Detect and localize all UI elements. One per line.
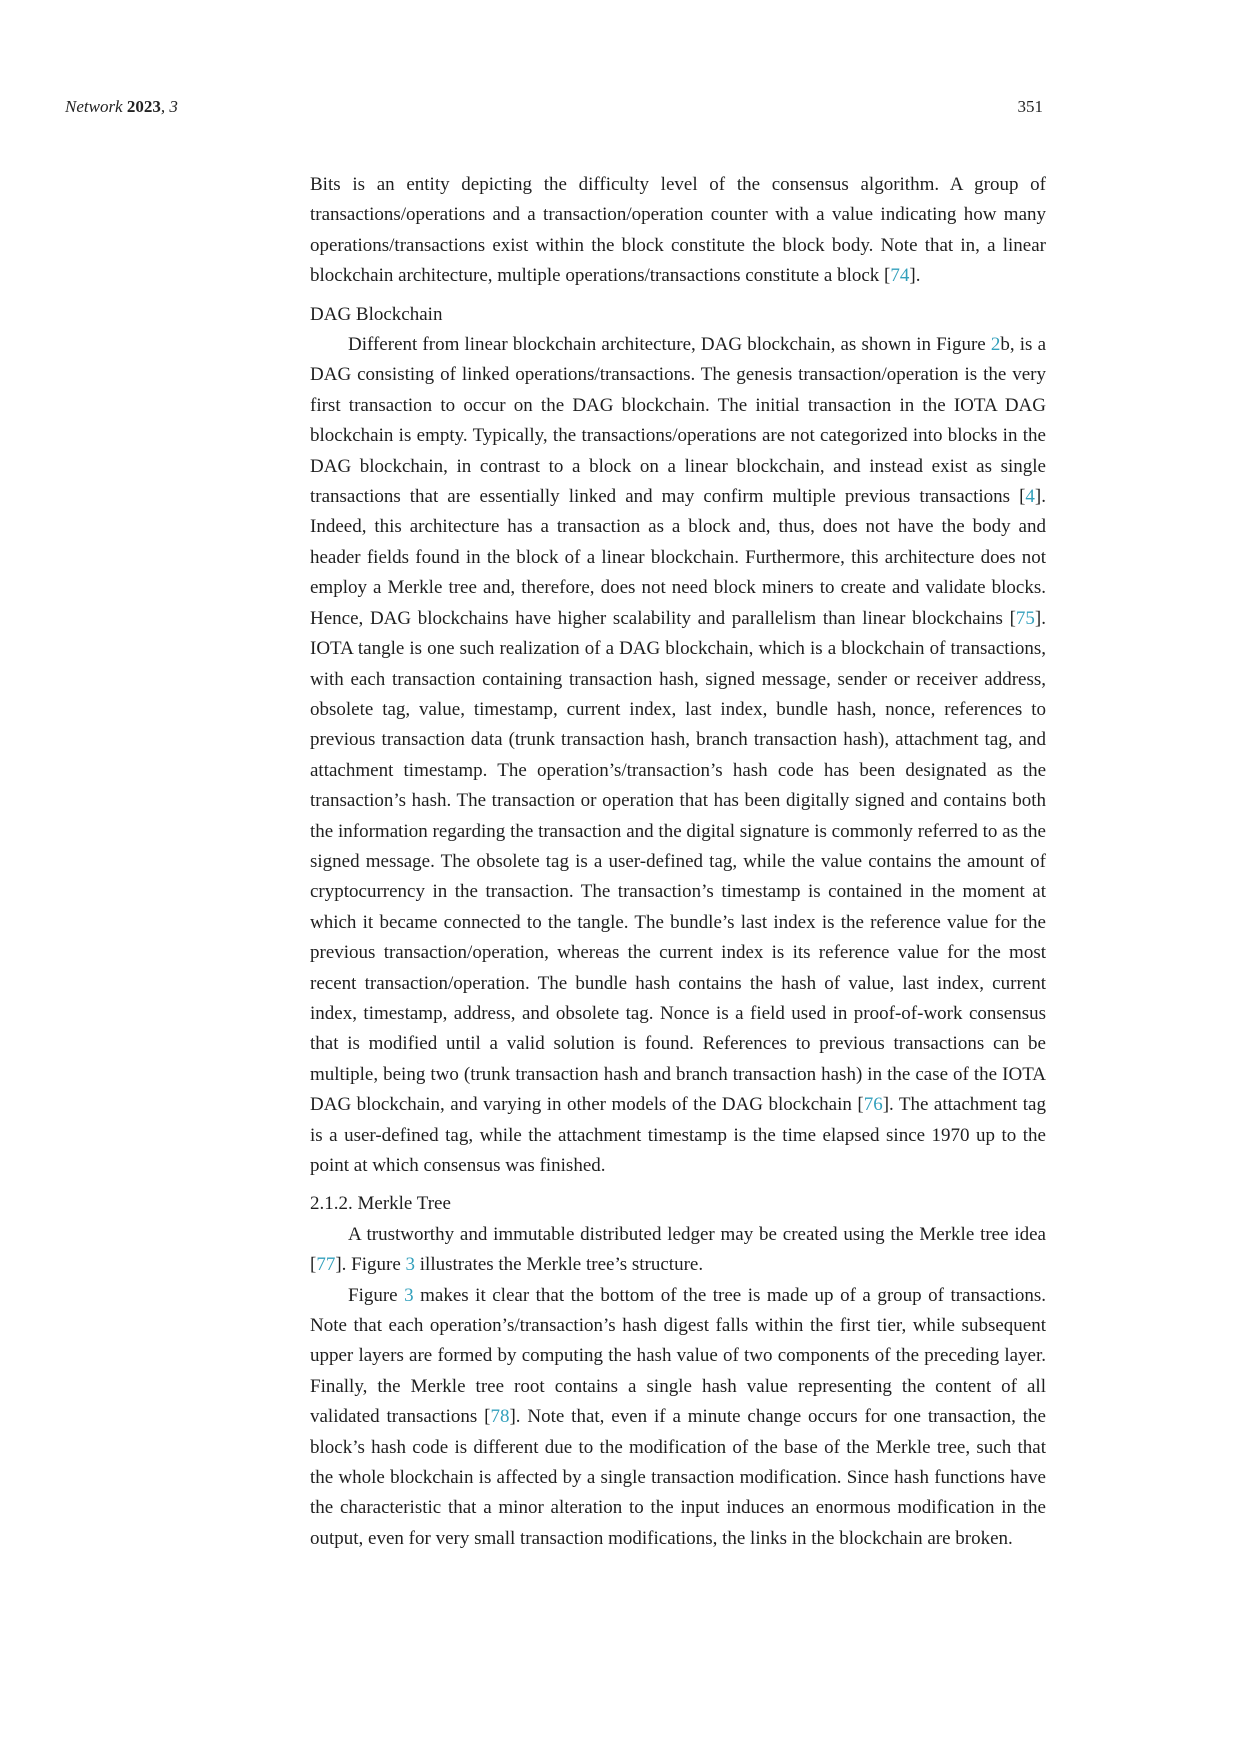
paragraph: Bits is an entity depicting the difficulty level of the consensus algorithm. A group of transactions/operations and a transaction/operation counter with a value indicating how many operations/transactions exist within the block constitute the block body. Note that in, a linear blockchain architecture, multiple operations/transactions constitute a block [74].	[310, 174, 1046, 287]
citation-link[interactable]: 75	[1015, 607, 1035, 629]
journal-year: 2023	[122, 97, 161, 116]
running-head	[65, 97, 1043, 117]
citation-link[interactable]: 4	[1025, 486, 1035, 508]
citation-link[interactable]: 74	[890, 265, 910, 287]
journal-volume: , 3	[160, 97, 178, 116]
citation-link[interactable]: 76	[863, 1094, 883, 1116]
journal-reference	[65, 97, 178, 117]
section-heading: DAG Blockchain	[310, 303, 443, 325]
page-number: 351	[1017, 97, 1043, 116]
citation-link[interactable]: 2	[990, 334, 1001, 356]
citation-link[interactable]: 77	[316, 1254, 336, 1276]
citation-link[interactable]: 3	[404, 1284, 414, 1306]
citation-link[interactable]: 3	[405, 1254, 416, 1276]
citation-link[interactable]: 78	[490, 1406, 510, 1428]
paragraph: Figure 3 makes it clear that the bottom of the tree is made up of a group of transactions. Note that each operation’s/transaction’s hash digest falls within the first tier, while subsequent upper layers are formed by computing the hash value of two components of the preceding layer. Finally, the Merkle tree root contains a single hash value representing the content of all validated transactions [78]. Note that, even if a minute change occurs for one transaction, the block’s hash code is different due to the modification of the base of the Merkle tree, such that the whole blockchain is affected by a single transaction modification. Since hash functions have the characteristic that a minor alteration to the input induces an enormous modification in the output, even for very small transaction modifications, the links in the blockchain are broken.	[310, 1284, 1046, 1549]
paragraph: A trustworthy and immutable distributed ledger may be created using the Merkle tree idea [77]. Figure 3 illustrates the Merkle tree’s structure.	[310, 1223, 1046, 1276]
paragraph: Different from linear blockchain architecture, DAG blockchain, as shown in Figure 2b, is a DAG consisting of linked operations/transactions. The genesis transaction/operation is the very first transaction to occur on the DAG blockchain. The initial transaction in the IOTA DAG blockchain is empty. Typically, the transactions/operations are not categorized into blocks in the DAG blockchain, in contrast to a block on a linear blockchain, and instead exist as single transactions that are essentially linked and may confirm multiple previous transactions [4]. Indeed, this architecture has a transaction as a block and, thus, does not have the body and header fields found in the block of a linear blockchain. Furthermore, this architecture does not employ a Merkle tree and, therefore, does not need block miners to create and validate blocks. Hence, DAG blockchains have higher scalability and parallelism than linear blockchains [75]. IOTA tangle is one such realization of a DAG blockchain, which is a blockchain of transactions, with each transaction containing transaction hash, signed message, sender or receiver address, obsolete tag, value, timestamp, current index, last index, bundle hash, nonce, references to previous transaction data (trunk transaction hash, branch transaction hash), attachment tag, and attachment timestamp. The operation’s/transaction’s hash code has been designated as the transaction’s hash. The transaction or operation that has been digitally signed and contains both the information regarding the transaction and the digital signature is commonly referred to as the signed message. The obsolete tag is a user-defined tag, while the value contains the amount of cryptocurrency in the transaction. The transaction’s timestamp is contained in the moment at which it became connected to the tangle. The bundle’s last index is the reference value for the previous transaction/operation, whereas the current index is its reference value for the most recent transaction/operation. The bundle hash contains the hash of value, last index, current index, timestamp, address, and obsolete tag. Nonce is a field used in proof-of-work consensus that is modified until a valid solution is found. References to previous transactions can be multiple, being two (trunk transaction hash and branch transaction hash) in the case of the IOTA DAG blockchain, and varying in other models of the DAG blockchain [76]. The attachment tag is a user-defined tag, while the attachment timestamp is the time elapsed since 1970 up to the point at which consensus was finished.	[310, 334, 1047, 1176]
journal-name: Network	[65, 97, 123, 116]
article-body	[310, 170, 1046, 1554]
section-heading: 2.1.2. Merkle Tree	[310, 1193, 451, 1215]
